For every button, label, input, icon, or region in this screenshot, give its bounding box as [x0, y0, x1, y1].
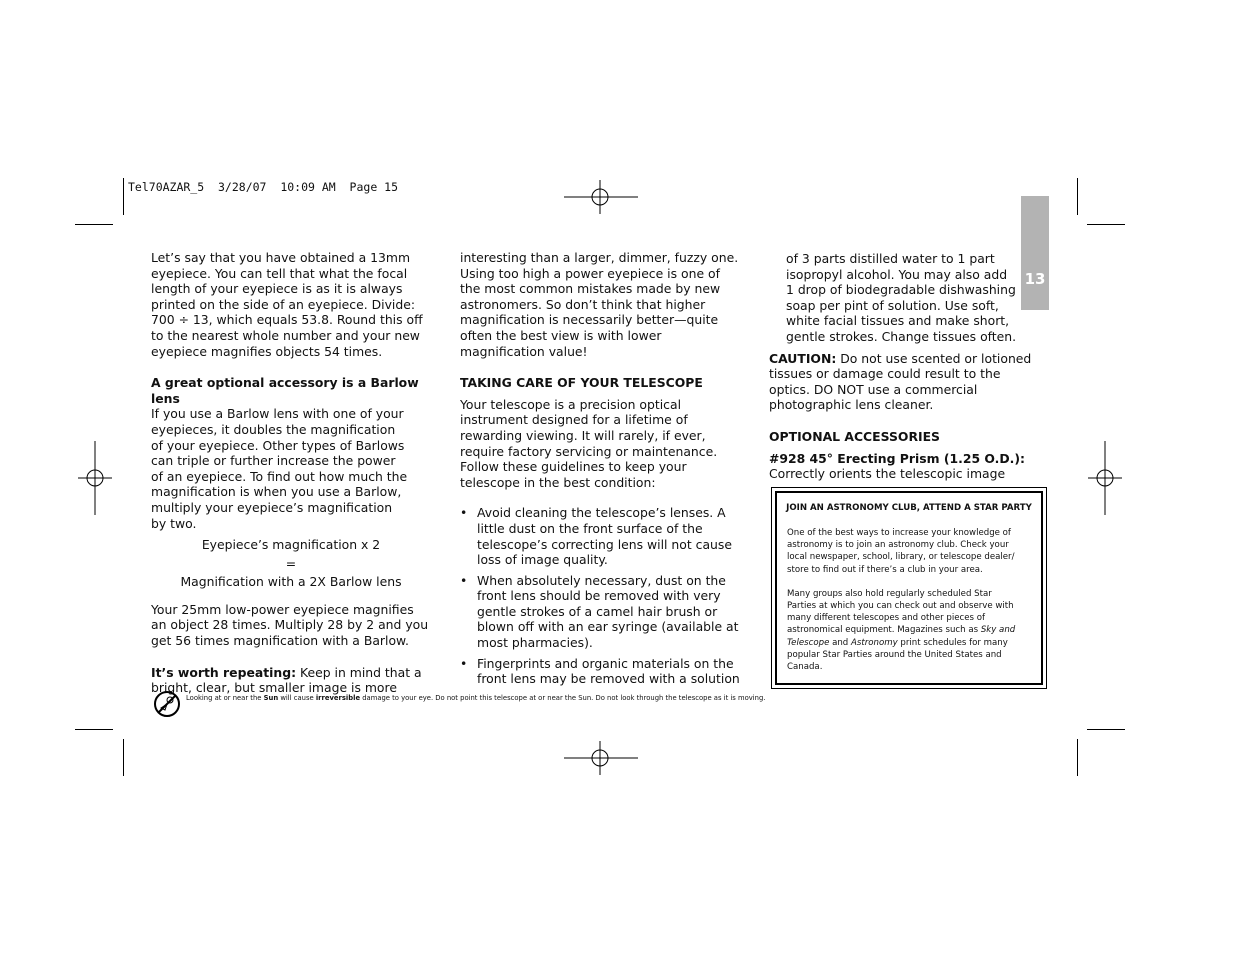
worth-repeating-label: It’s worth repeating:: [151, 664, 297, 680]
paragraph: If you use a Barlow lens with one of your eyepieces, it doubles the magnification of your eyepiece. Other types of Barlows can triple or further increase the power of an eyepiece. To find out how much the magnification is when you use a Barlow, multiply your eyepiece’s magnification by two.: [151, 406, 408, 531]
column-1: [151, 250, 441, 696]
page-number: 13: [1024, 270, 1046, 288]
care-list: [460, 505, 750, 687]
paragraph: interesting than a larger, dimmer, fuzzy one. Using too high a power eyepiece is one of the most common mistakes made by new astronomers. So don’t think that higher magnification is necessarily better—quite often the best view is with lower magnification value!: [460, 250, 739, 359]
registration-mark-right: [1088, 441, 1122, 515]
list-item: • Avoid cleaning the telescope’s lenses. A little dust on the front surface of the telescope’s correcting lens will not cause loss of image quality.: [460, 505, 750, 567]
care-heading: TAKING CARE OF YOUR TELESCOPE: [460, 375, 703, 391]
worth-repeating: It’s worth repeating: Keep in mind that a bright, clear, but smaller image is more: [151, 664, 422, 696]
optional-accessories-heading: OPTIONAL ACCESSORIES: [769, 428, 940, 444]
formula-equals: =: [285, 555, 297, 571]
paragraph: Your telescope is a precision optical instrument designed for a lifetime of rewarding viewing. It will rarely, if ever, require factory servicing or maintenance. Follow these guidelines to keep your telescope in the best condition:: [460, 396, 718, 490]
paragraph: Your 25mm low-power eyepiece magnifies an object 28 times. Multiply 28 by 2 and you get 56 times magnification with a Barlow.: [151, 601, 429, 649]
astronomy-club-box: [771, 487, 1047, 689]
sun-warning-text: Looking at or near the Sun will cause irreversible damage to your eye. Do not point this telescope at or near the Sun. Do not look through the telescope as it is moving.: [186, 694, 766, 702]
bullet-continuation: of 3 parts distilled water to 1 part isopropyl alcohol. You may also add 1 drop of biodegradable dishwashing soap per pint of solution. Use soft, white facial tissues and make short, gentle strokes. Change tissues often.: [786, 251, 1017, 344]
column-2: [460, 250, 750, 692]
prism-heading: #928 45° Erecting Prism (1.25 O.D.):: [769, 450, 1025, 466]
formula-top: Eyepiece’s magnification x 2: [201, 537, 381, 553]
box-paragraph: One of the best ways to increase your knowledge of astronomy is to join an astronomy club. Check your local newspaper, school, library, or telescope dealer/ store to find out if there’s a club in your area.: [787, 528, 1015, 575]
prism-text: Correctly orients the telescopic image: [769, 466, 1006, 482]
registration-mark-bottom: [564, 741, 638, 775]
barlow-heading: A great optional accessory is a Barlow lens: [151, 375, 419, 406]
list-item: • When absolutely necessary, dust on the front lens should be removed with very gentle strokes of a camel hair brush or blown off with an ear syringe (available at most pharmacies).: [460, 573, 750, 651]
caution: CAUTION: Do not use scented or lotioned tissues or damage could result to the optics. DO NOT use a commercial photographic lens cleaner.: [769, 350, 1032, 413]
no-sun-warning-icon: [153, 690, 181, 718]
registration-mark-top: [564, 180, 638, 214]
box-paragraph: Many groups also hold regularly scheduled Star Parties at which you can check out and observe with many different telescopes and other pieces of astronomical equipment. Magazines such as Sky and Telescope and Astronomy print schedules for many popular Star Parties around the United States and Canada.: [787, 588, 1016, 673]
caution-label: CAUTION:: [769, 350, 837, 366]
list-item: • Fingerprints and organic materials on the front lens may be removed with a solution: [460, 656, 750, 687]
print-slug: Tel70AZAR_5 3/28/07 10:09 AM Page 15: [128, 180, 399, 194]
box-title: JOIN AN ASTRONOMY CLUB, ATTEND A STAR PARTY: [786, 503, 1032, 513]
paragraph: Let’s say that you have obtained a 13mm eyepiece. You can tell that what the focal length of your eyepiece is as it is always printed on the side of an eyepiece. Divide: 700 ÷ 13, which equals 53.8. Round this off to the nearest whole number and your new eyepiece magnifies objects 54 times.: [151, 250, 423, 359]
registration-mark-left: [78, 441, 112, 515]
box-body: [787, 527, 1031, 673]
column-3: [769, 251, 1039, 482]
formula-bottom: Magnification with a 2X Barlow lens: [180, 574, 402, 590]
